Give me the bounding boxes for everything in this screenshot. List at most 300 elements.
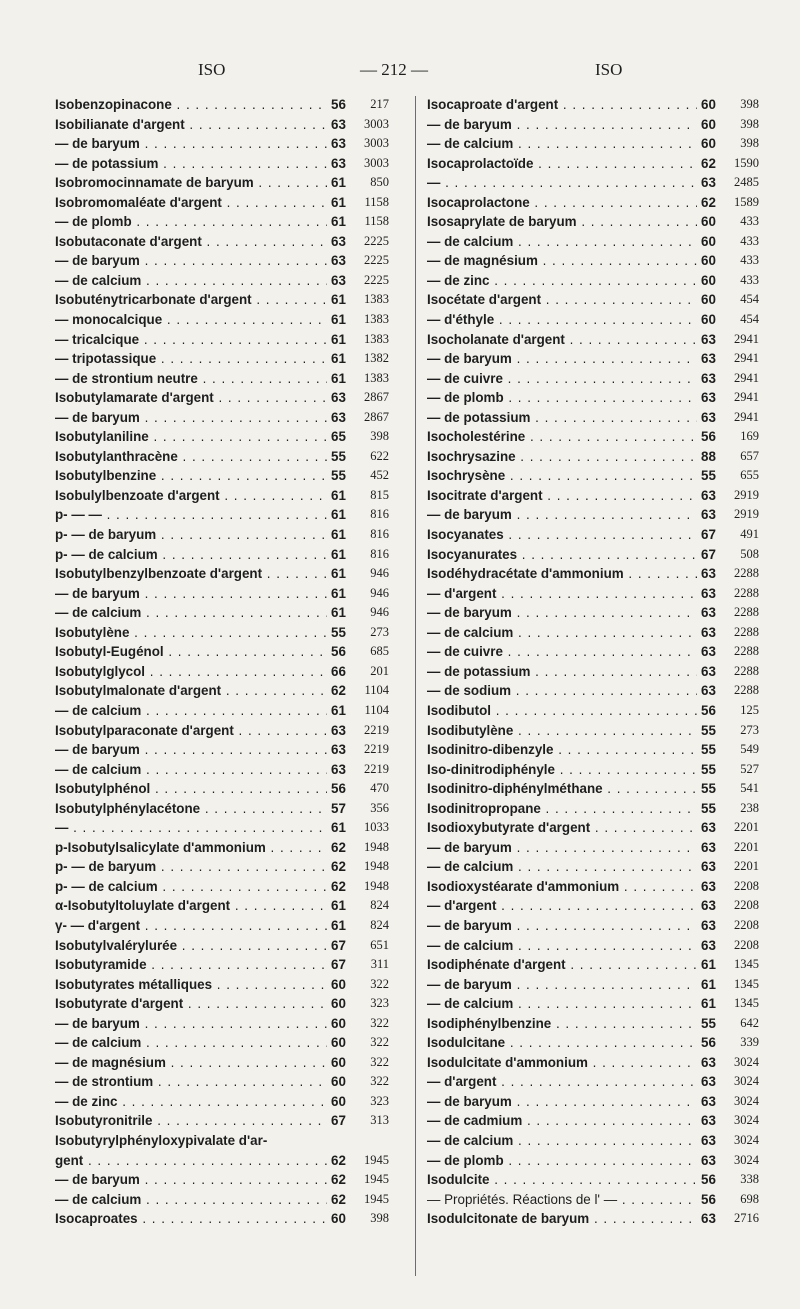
entry-page: 3024 <box>734 1132 759 1147</box>
entry-name: Isodulcitane . . . <box>427 1033 701 1053</box>
entry-volume: 56 <box>697 427 723 447</box>
entry-volume: 60 <box>327 1072 353 1092</box>
entry-page: 1382 <box>364 351 389 366</box>
entry-name: Isochrysène . . . <box>427 466 701 486</box>
entry-name: — de baryum . . . <box>427 603 701 623</box>
entry-page: 2208 <box>734 917 759 932</box>
entry-volume: 60 <box>697 212 723 232</box>
entry-page: 398 <box>740 97 759 111</box>
entry-page: 657 <box>740 448 759 463</box>
entry-name: — de calcium . . . <box>427 623 701 643</box>
index-entry <box>55 408 410 428</box>
entry-page: 2919 <box>734 487 759 502</box>
entry-volume: 63 <box>697 642 723 662</box>
entry-name: — de calcium . . . <box>427 936 701 956</box>
entry-volume: 61 <box>327 505 353 525</box>
entry-volume: 65 <box>327 427 353 447</box>
entry-volume: 63 <box>327 232 353 252</box>
index-entry <box>55 251 410 271</box>
entry-name: — de plomb . . . <box>55 212 327 232</box>
index-entry <box>55 271 410 291</box>
index-entry <box>55 1092 410 1112</box>
entry-name: — de strontium neutre . . . <box>55 369 327 389</box>
entry-volume: 62 <box>327 838 353 858</box>
entry-volume: 63 <box>697 681 723 701</box>
index-entry <box>55 838 410 858</box>
entry-page: 816 <box>370 546 389 561</box>
entry-name: Isobutyronitrile . . . <box>55 1111 327 1131</box>
entry-name: — de baryum . . . <box>55 584 327 604</box>
entry-volume: 60 <box>327 1092 353 1112</box>
entry-volume: 56 <box>697 1190 723 1210</box>
index-entry <box>55 447 410 467</box>
entry-page: 1158 <box>364 194 389 209</box>
entry-name: — de zinc . . . <box>55 1092 327 1112</box>
index-entry <box>427 134 767 154</box>
index-entry <box>427 193 767 213</box>
entry-name: Isobromomaléate d'argent . . . <box>55 193 327 213</box>
entry-page: 273 <box>740 722 759 737</box>
index-entry <box>55 330 410 350</box>
entry-name: — de calcium . . . <box>55 701 327 721</box>
entry-page: 398 <box>740 116 759 131</box>
entry-volume: 60 <box>697 232 723 252</box>
index-entry <box>55 1190 410 1210</box>
entry-volume: 61 <box>327 525 353 545</box>
entry-volume: 61 <box>327 545 353 565</box>
entry-name: Isodioxystéarate d'ammonium . . . <box>427 877 701 897</box>
entry-volume: 61 <box>327 564 353 584</box>
index-entry <box>55 681 410 701</box>
index-entry <box>427 779 767 799</box>
entry-volume: 63 <box>697 857 723 877</box>
entry-volume: 60 <box>327 1053 353 1073</box>
entry-volume: 66 <box>327 662 353 682</box>
entry-name: Isodiphénylbenzine . . . <box>427 1014 701 1034</box>
entry-volume: 63 <box>327 154 353 174</box>
entry-volume: 55 <box>327 447 353 467</box>
index-entry <box>427 799 767 819</box>
index-entry <box>55 193 410 213</box>
index-entry <box>55 525 410 545</box>
index-entry <box>427 95 767 115</box>
entry-page: 322 <box>370 1035 389 1050</box>
entry-name: — monocalcique . . . <box>55 310 327 330</box>
index-entry <box>55 994 410 1014</box>
entry-name: Isobromocinnamate de baryum . . . <box>55 173 327 193</box>
entry-volume: 60 <box>697 115 723 135</box>
index-entry <box>427 232 767 252</box>
entry-volume: 63 <box>697 505 723 525</box>
entry-volume: 63 <box>697 1151 723 1171</box>
entry-name: Isodibutylène . . . <box>427 721 701 741</box>
entry-volume: 63 <box>697 936 723 956</box>
entry-page: 2201 <box>734 820 759 835</box>
entry-page: 2919 <box>734 507 759 522</box>
entry-name: — de calcium . . . <box>55 603 327 623</box>
entry-page: 2225 <box>364 272 389 287</box>
entry-page: 1383 <box>364 331 389 346</box>
entry-volume: 62 <box>697 193 723 213</box>
entry-volume: 55 <box>697 799 723 819</box>
index-column-left <box>55 95 410 1229</box>
index-entry <box>427 681 767 701</box>
entry-page: 3024 <box>734 1074 759 1089</box>
entry-name: γ- — d'argent . . . <box>55 916 327 936</box>
entry-page: 3003 <box>364 116 389 131</box>
index-entry <box>427 603 767 623</box>
index-entry <box>55 916 410 936</box>
entry-name: — de calcium . . . <box>427 134 701 154</box>
entry-volume: 56 <box>327 779 353 799</box>
entry-page: 125 <box>740 702 759 717</box>
entry-page: 322 <box>370 1074 389 1089</box>
entry-name: α-Isobutyltoluylate d'argent . . . <box>55 896 327 916</box>
entry-volume: 61 <box>327 818 353 838</box>
index-entry <box>55 799 410 819</box>
entry-volume: 63 <box>697 486 723 506</box>
entry-name: Isobutyramide . . . <box>55 955 327 975</box>
entry-name: Isocaproate d'argent . . . <box>427 95 701 115</box>
entry-volume: 63 <box>697 1053 723 1073</box>
entry-volume: 60 <box>697 271 723 291</box>
entry-volume: 63 <box>697 349 723 369</box>
entry-name: Isocholestérine . . . <box>427 427 701 447</box>
index-entry <box>55 232 410 252</box>
entry-page: 454 <box>740 292 759 307</box>
entry-name: — de calcium . . . <box>427 994 701 1014</box>
index-entry <box>55 642 410 662</box>
entry-volume: 63 <box>697 662 723 682</box>
entry-page: 3024 <box>734 1113 759 1128</box>
entry-name: Isobutaconate d'argent . . . <box>55 232 327 252</box>
entry-name: — d'argent . . . <box>427 584 701 604</box>
entry-name: — de baryum . . . <box>427 838 701 858</box>
entry-volume: 55 <box>697 740 723 760</box>
entry-page: 2941 <box>734 331 759 346</box>
entry-page: 2867 <box>364 390 389 405</box>
entry-name: Isobuténytricarbonate d'argent . . . <box>55 290 327 310</box>
index-entry <box>427 1131 767 1151</box>
entry-page: 642 <box>740 1015 759 1030</box>
entry-page: 651 <box>370 937 389 952</box>
index-entry <box>427 388 767 408</box>
entry-page: 322 <box>370 976 389 991</box>
entry-name: Isodinitropropane . . . <box>427 799 701 819</box>
index-entry <box>427 447 767 467</box>
entry-volume: 60 <box>697 290 723 310</box>
entry-page: 2288 <box>734 683 759 698</box>
entry-name: — de potassium . . . <box>427 662 701 682</box>
entry-volume: 67 <box>327 955 353 975</box>
entry-page: 201 <box>370 663 389 678</box>
entry-page: 816 <box>370 507 389 522</box>
entry-name: — tripotassique . . . <box>55 349 327 369</box>
entry-name: — de calcium . . . <box>55 271 327 291</box>
entry-page: 824 <box>370 917 389 932</box>
entry-volume: 63 <box>697 896 723 916</box>
entry-volume: 55 <box>697 760 723 780</box>
entry-volume: 63 <box>327 760 353 780</box>
entry-page: 2941 <box>734 370 759 385</box>
entry-name: Isodéhydracétate d'ammonium . . . <box>427 564 701 584</box>
entry-page: 1383 <box>364 292 389 307</box>
entry-page: 1104 <box>364 683 389 698</box>
entry-name: — de cuivre . . . <box>427 642 701 662</box>
entry-volume: 56 <box>697 1033 723 1053</box>
index-entry <box>55 701 410 721</box>
entry-page: 398 <box>370 429 389 444</box>
index-entry <box>427 251 767 271</box>
entry-page: 273 <box>370 624 389 639</box>
entry-page: 338 <box>740 1172 759 1187</box>
entry-name: — de baryum . . . <box>55 740 327 760</box>
entry-page: 816 <box>370 527 389 542</box>
entry-name: Isodulcitate d'ammonium . . . <box>427 1053 701 1073</box>
entry-volume: 60 <box>697 95 723 115</box>
entry-page: 454 <box>740 312 759 327</box>
entry-volume: 61 <box>327 193 353 213</box>
entry-volume: 63 <box>697 1131 723 1151</box>
index-entry <box>427 936 767 956</box>
index-entry <box>427 1092 767 1112</box>
entry-volume: 60 <box>327 975 353 995</box>
entry-volume: 61 <box>327 330 353 350</box>
entry-page: 322 <box>370 1054 389 1069</box>
entry-volume: 63 <box>697 1111 723 1131</box>
entry-page: 2941 <box>734 351 759 366</box>
index-entry <box>55 154 410 174</box>
entry-name: — de baryum . . . <box>55 1170 327 1190</box>
entry-name: Isobutylène . . . <box>55 623 327 643</box>
entry-name: — de calcium . . . <box>427 232 701 252</box>
index-entry <box>427 115 767 135</box>
entry-page: 2288 <box>734 566 759 581</box>
index-entry <box>55 760 410 780</box>
entry-name: Isobutylvalérylurée . . . <box>55 936 327 956</box>
entry-name: Iso-dinitrodiphényle . . . <box>427 760 701 780</box>
index-entry <box>55 310 410 330</box>
entry-volume: 63 <box>697 408 723 428</box>
entry-page: 313 <box>370 1113 389 1128</box>
entry-volume: 63 <box>697 838 723 858</box>
index-entry <box>427 721 767 741</box>
entry-page: 311 <box>370 957 389 972</box>
entry-name: — de baryum . . . <box>427 505 701 525</box>
entry-name: — de calcium . . . <box>55 1190 327 1210</box>
index-entry <box>427 466 767 486</box>
entry-volume: 60 <box>697 134 723 154</box>
entry-page: 2288 <box>734 605 759 620</box>
entry-volume: 56 <box>327 95 353 115</box>
entry-page: 2201 <box>734 859 759 874</box>
entry-page: 698 <box>740 1191 759 1206</box>
index-entry <box>55 623 410 643</box>
entry-name: Isobutyrates métalliques . . . <box>55 975 327 995</box>
entry-page: 433 <box>740 253 759 268</box>
index-entry <box>427 1151 767 1171</box>
entry-name: Isobutylparaconate d'argent . . . <box>55 721 327 741</box>
entry-page: 2288 <box>734 663 759 678</box>
entry-volume: 61 <box>327 486 353 506</box>
entry-page: 323 <box>370 1093 389 1108</box>
entry-page: 2208 <box>734 898 759 913</box>
index-entry <box>427 349 767 369</box>
entry-name: Isocitrate d'argent . . . <box>427 486 701 506</box>
entry-name: Isocétate d'argent . . . <box>427 290 701 310</box>
entry-name: — de baryum . . . <box>427 916 701 936</box>
entry-volume: 88 <box>697 447 723 467</box>
index-entry <box>427 212 767 232</box>
entry-volume: 62 <box>327 1151 353 1171</box>
index-entry <box>55 1033 410 1053</box>
entry-page: 2208 <box>734 937 759 952</box>
index-entry <box>427 408 767 428</box>
index-entry <box>427 310 767 330</box>
entry-page: 541 <box>740 781 759 796</box>
entry-volume: 63 <box>697 564 723 584</box>
entry-name: Isodibutol . . . <box>427 701 701 721</box>
entry-page: 356 <box>370 800 389 815</box>
entry-volume: 61 <box>327 349 353 369</box>
index-entry <box>427 1190 767 1210</box>
index-entry <box>427 154 767 174</box>
entry-page: 3024 <box>734 1093 759 1108</box>
entry-volume: 67 <box>327 936 353 956</box>
entry-volume: 55 <box>697 721 723 741</box>
entry-name: Isobilianate d'argent . . . <box>55 115 327 135</box>
entry-page: 3003 <box>364 155 389 170</box>
entry-name: Isobutylanthracène . . . <box>55 447 327 467</box>
index-entry <box>55 975 410 995</box>
index-entry <box>427 857 767 877</box>
index-entry <box>55 818 410 838</box>
index-entry <box>427 330 767 350</box>
entry-page: 2716 <box>734 1211 759 1226</box>
index-entry <box>55 1209 410 1229</box>
entry-page: 2288 <box>734 624 759 639</box>
entry-name: — de baryum . . . <box>55 251 327 271</box>
entry-name: — de potassium . . . <box>55 154 327 174</box>
entry-volume: 60 <box>697 251 723 271</box>
index-entry <box>427 486 767 506</box>
entry-name: Isocholanate d'argent . . . <box>427 330 701 350</box>
entry-volume: 62 <box>327 877 353 897</box>
entry-volume: 55 <box>697 466 723 486</box>
index-entry <box>55 1151 410 1171</box>
entry-volume: 63 <box>327 740 353 760</box>
entry-volume: 55 <box>697 779 723 799</box>
entry-page: 452 <box>370 468 389 483</box>
entry-page: 2941 <box>734 390 759 405</box>
index-entry <box>55 95 410 115</box>
entry-name: Isobutylamarate d'argent . . . <box>55 388 327 408</box>
entry-name: Isobutylbenzylbenzoate d'argent . . . <box>55 564 327 584</box>
entry-page: 1948 <box>364 859 389 874</box>
index-entry <box>427 173 767 193</box>
entry-name: Isodiphénate d'argent . . . <box>427 955 701 975</box>
entry-name: Isocaproates . . . <box>55 1209 327 1229</box>
entry-volume: 63 <box>697 1072 723 1092</box>
entry-page: 322 <box>370 1015 389 1030</box>
entry-page: 549 <box>740 742 759 757</box>
entry-page: 946 <box>370 585 389 600</box>
entry-page: 850 <box>370 175 389 190</box>
entry-name: Isocyanates . . . <box>427 525 701 545</box>
index-entry <box>55 369 410 389</box>
entry-page: 2225 <box>364 253 389 268</box>
entry-volume: 63 <box>697 603 723 623</box>
entry-name: — de baryum . . . <box>427 975 701 995</box>
index-entry <box>55 1111 410 1131</box>
index-entry <box>427 1209 767 1229</box>
entry-name: Isobulylbenzoate d'argent . . . <box>55 486 327 506</box>
entry-volume: 61 <box>327 701 353 721</box>
entry-name: — tricalcique . . . <box>55 330 327 350</box>
index-entry <box>55 877 410 897</box>
entry-page: 491 <box>740 527 759 542</box>
entry-name: — de baryum . . . <box>427 349 701 369</box>
entry-page: 1948 <box>364 878 389 893</box>
entry-page: 946 <box>370 566 389 581</box>
entry-name: Isobutylglycol . . . <box>55 662 327 682</box>
entry-name: — de plomb . . . <box>427 388 701 408</box>
entry-name: Isodioxybutyrate d'argent . . . <box>427 818 701 838</box>
entry-name: Isodulcitonate de baryum . . . <box>427 1209 701 1229</box>
entry-volume: 62 <box>327 1190 353 1210</box>
entry-page: 1945 <box>364 1191 389 1206</box>
entry-name: Isobutylaniline . . . <box>55 427 327 447</box>
entry-volume: 60 <box>327 1209 353 1229</box>
index-entry <box>427 838 767 858</box>
index-entry <box>55 545 410 565</box>
entry-page: 398 <box>370 1211 389 1226</box>
entry-name: Isobutylphénol . . . <box>55 779 327 799</box>
entry-name: Isocaprolactoïde . . . <box>427 154 701 174</box>
entry-page: 508 <box>740 546 759 561</box>
index-entry <box>427 1072 767 1092</box>
entry-volume: 63 <box>697 916 723 936</box>
entry-name: — de potassium . . . <box>427 408 701 428</box>
index-entry <box>55 1072 410 1092</box>
index-entry <box>55 564 410 584</box>
entry-name: — Propriétés. Réactions de l' — . . . <box>427 1190 701 1210</box>
index-entry <box>427 1111 767 1131</box>
index-entry <box>427 1170 767 1190</box>
entry-page: 2225 <box>364 233 389 248</box>
entry-volume: 61 <box>327 290 353 310</box>
entry-name: p- — de baryum . . . <box>55 525 327 545</box>
index-entry <box>55 1170 410 1190</box>
index-entry <box>427 564 767 584</box>
entry-name: — de strontium . . . <box>55 1072 327 1092</box>
entry-name: p- — de calcium . . . <box>55 877 327 897</box>
entry-page: 1383 <box>364 370 389 385</box>
index-entry <box>55 896 410 916</box>
entry-volume: 63 <box>697 818 723 838</box>
entry-page: 622 <box>370 448 389 463</box>
entry-page: 1383 <box>364 312 389 327</box>
entry-volume: 60 <box>327 994 353 1014</box>
index-entry <box>55 955 410 975</box>
index-entry <box>427 760 767 780</box>
entry-page: 1945 <box>364 1152 389 1167</box>
index-entry <box>55 721 410 741</box>
entry-page: 3024 <box>734 1054 759 1069</box>
entry-volume: 63 <box>697 877 723 897</box>
entry-name: — d'éthyle . . . <box>427 310 701 330</box>
index-entry <box>427 818 767 838</box>
